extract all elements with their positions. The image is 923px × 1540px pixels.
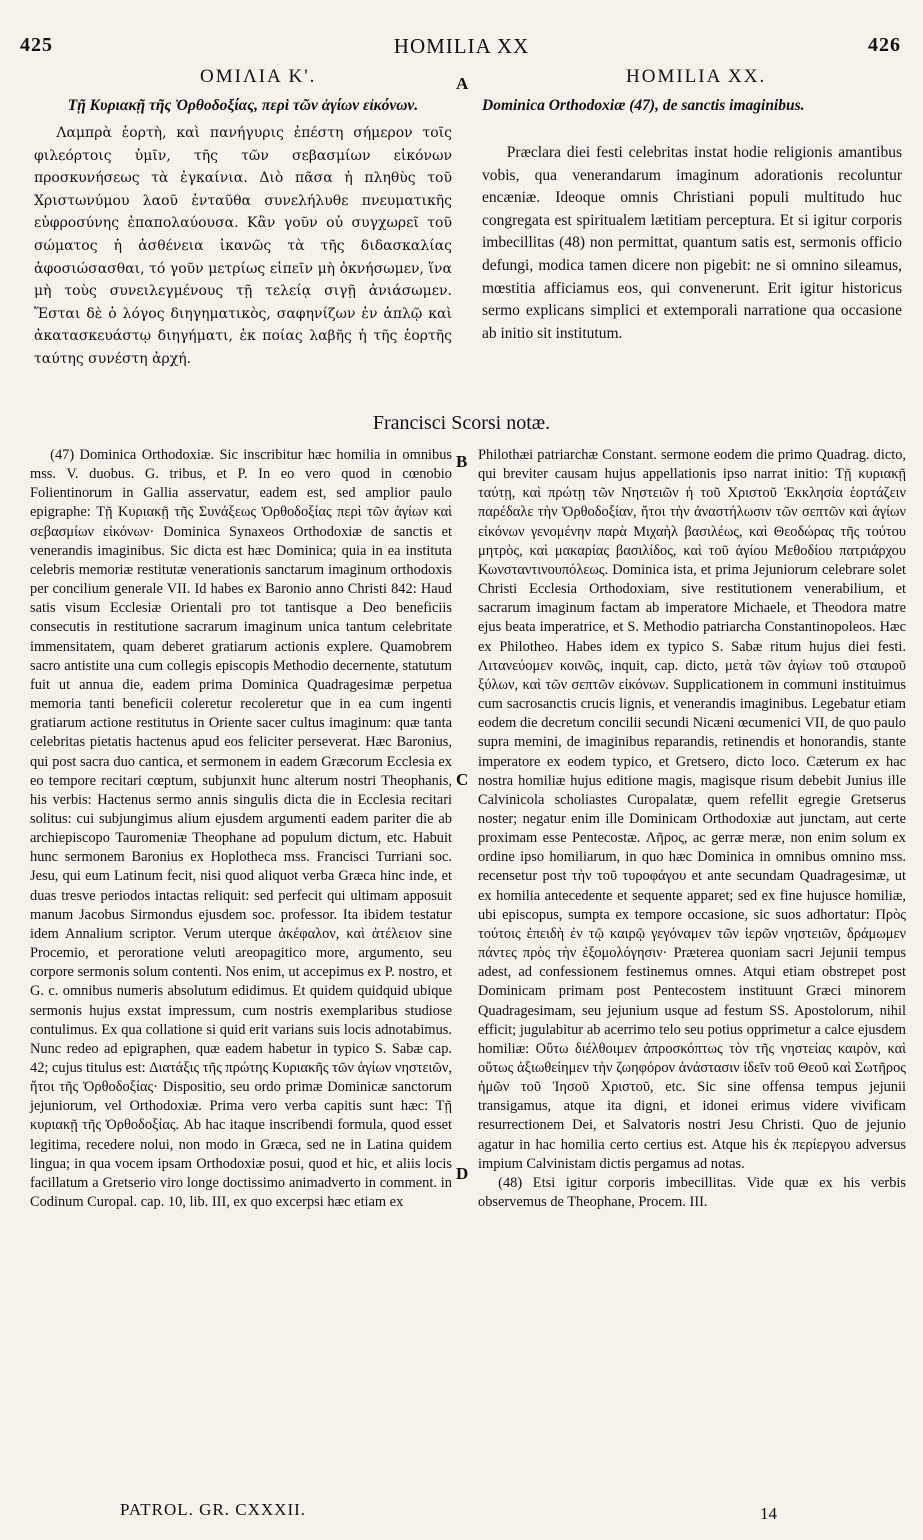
latin-subtitle: HOMILIA XX.	[626, 66, 767, 87]
note-paragraph: Philothæi patriarchæ Constant. sermone eodem die primo Quadrag. dicto, qui breviter causam hujus appellationis ipso narrat initio: Τῇ κυριακῇ ταύτῃ, καὶ πρώτῃ τῶν Νηστειῶν ἡ τοῦ Χριστοῦ Ἐκκλησία ἑορτάζειν παρέδαλε τὴν Ὀρθοδοξίαν, ἤτοι τὴν ἀναστήλωσιν τῶν σεπτῶν καὶ ἁγίων εἰκόνων γενομένην παρὰ Μιχαὴλ βασιλέως, καὶ Θεοδώρας τῆς τούτου μητρὸς, καὶ μακαρίας βασιλίδος, καὶ τοῦ ἁγίου Μεθοδίου πατριάρχου Κωνσταντινουπόλεως. Dominica ista, et prima Jejuniorum celebrare solet Christi Ecclesia Orthodoxiam, sive restitutionem venerabilium, et sacrarum imaginum factam ab imperatore Michaele, et Theodora matre ejus beata imperatrice, et S. Methodio patriarcha Constantinopoleos. Hæc ex Philotheo. Habes idem ex typico S. Sabæ ritum hujus diei festi. Λιτανεύομεν κοινῶς, inquit, cap. dicto, μετὰ τῶν ἁγίων τοῦ σταυροῦ ξύλων, καὶ τῶν σεπτῶν εἰκόνων. Supplicationem in communi instituimus cum sacrosanctis crucis lignis, et venerandis imaginibus. Legebatur etiam eodem die decretum concilii secundi Nicæni œcumenici VII, de quo paulo supra memini, de imaginibus reparandis, retinendis et honorandis, stante imperatore ex eodem typico, et Gretsero, dicto loco. Cæterum ex hac nostra homiliæ hujus editione magis, magisque risum debebit Junius ille Calvinicola scholiastes Curopalatæ, quem refellit egregie Gretserus noster; negatur enim ille Dominicam Orthodoxiæ aut junctam, aut certe proximam esse Pentecostæ. Λῆρος, ac gerræ meræ, non enim solum ex ordine ipso homiliarum, in quo hæc Dominica in omnibus omnino mss. recensetur post τὴν τοῦ τυροφάγου et ante secundam Quadragesimæ, ut ex homilia antecedente et sequente apparet; sed ex fine hujusce homiliæ, ubi episcopus, sumpta ex tempore occasione, sic suos adhortatur: Πρὸς τούτοις ἐπειδὴ ἐν τῷ καιρῷ γεγόναμεν τῶν ἱερῶν νηστειῶν, δράμωμεν πάντες πρὸς τὴν ἐξομολόγησιν· Præterea quoniam sacri Jejunii tempus adest, ad confessionem festinemus omnes. Atqui etiam obstrepet post Dominicam primam post Pentecostem instituunt Græci minorem Quadragesimam, seu jejunium usque ad festum SS. Apostolorum, nihil efficit; jugulabitur ab acerrimo telo seu potius opprimetur a calce ejusdem homiliæ: Οὕτω διέλθοιμεν ἀπροσκόπτως τὸν τῆς νηστείας καιρὸν, καὶ οὕτως ἀξιωθείημεν τὴν ζωηφόρον ἀνάστασιν ἰδεῖν τοῦ Θεοῦ καὶ Σωτῆρος ἡμῶν τοῦ Ἰησοῦ Χριστοῦ, etc. Sic sine offensa tempus jejunii transigamus, atque ita digni, et idonei erimus videre vivificam resurrectionem Dei, et Salvatoris nostri Jesu Christi. Quo de jejunio agatur in hac homilia certo certius est. Atque his ἐκ περίεργου adversus impium Calvinistam dictis pergamus ad notas.	[478, 447, 906, 1172]
greek-subtitle: ΟΜΙΛΙΑ Κ'.	[200, 66, 317, 87]
notes-heading: Francisci Scorsi notæ.	[372, 412, 551, 434]
margin-mark-a: A	[456, 74, 469, 93]
note-paragraph: (47) Dominica Orthodoxiæ. Sic inscribitur hæc homilia in omnibus mss. V. duobus. G. tribus, et P. In eo vero quod in cœnobio Folientinorum in Gallia asservatur, eadem est, sed amplior paulo epigraphe: Τῇ Κυριακῇ τῆς Συνάξεως Ὀρθοδοξίας περὶ τῶν ἁγίων καὶ σεβασμίων εἰκόνων· Dominica Synaxeos Orthodoxiæ de sanctis et venerandis imaginibus. Sic dicta est hæc Dominica; quia in ea instituta celebris memoriæ restitutæ venerationis sanctarum imaginum orthodoxis per concilium generale VII. Id habes ex Baronio anno Christi 842: Haud satis visum Ecclesiæ Orientali pro tot tantisque a Deo beneficiis consecutis in restitutione sacrarum imaginum unica tantum celebritate immensitatem, quam deberet gratiarum actionis explere. Quamobrem sacro antistite una cum collegis episcopis Methodio decernente, statutum fuit ut annua die, eadem prima Dominica Quadragesimæ perpetua memoria tanti beneficii coleretur recoleretur que in ea cum ingenti gratiarum actione restitutus in Oriente sacer cultus imaginum: quæ tanta celebritas pietatis hactenus apud eos feliciter perseverat. Hæc Baronius, qui post sacra duo cantica, et sermonem in eadem Græcorum Ecclesia ex eo tempore recitari cœptum, subjunxit hunc alterum nostri Theophanis, his verbis: Hactenus sermo annis singulis dicta die in Ecclesia recitari solitus: cui subjungimus alium ejusdem argumenti eadem pariter die ab archiepiscopo Tauromeniæ Theophane ad populum dictum, etc. Habuit hunc sermonem Baronius ex Hoplotheca mss. Francisci Turriani soc. Jesu, qui eum Latinum fecit, nisi quod aliquot verba Græca hinc inde, et duas tresve periodos intactas reliquit: sed perfecit qui ultimam apposuit manum Jacobus Sirmondus ejusdem soc. professor. Ita ibidem testatur idem Annalium scriptor. Verum uterque ἀκέφαλον, καὶ ἀτέλειον sine Procemio, et peroratione veluti areopagitico more, argumento, seu corpore sermonis solum contenti. Nos enim, ut accepimus ex P. nostro, et G. c. omnibus numeris absolutum edidimus. Et quidem quidquid ubique sermonis hujus exstat impressum, cum nostris exemplaribus studiose contulimus. Ex qua collatione si quid erit varians suis locis adnotabimus. Nunc redeo ad epigraphen, quæ eadem habetur in typico S. Sabæ cap. 42; cujus titulus est: Διατάξις τῆς πρώτης Κυριακῆς τῶν ἁγίων νηστειῶν, ἤτοι τῆς Ὀρθοδοξίας· Dispositio, seu ordo primæ Dominicæ sanctorum jejuniorum, vel Orthodoxiæ. Prima vero verba capitis sunt hæc: Τῇ κυριακῇ τῆς Ὀρθοδοξίας. Ab hac itaque inscribendi formula, quod esset legitima, recedere nolui, non modo in Græca, sed ne in Latina quidem lingua; in qua vocem ipsam Orthodoxiæ posui, quod et hic, et aliis locis facillatum a Gretserio viro longe doctissimo animadverto in comment. in Codinum Curopal. cap. 10, lib. III, ex quo excerpsi hæc etiam ex	[30, 447, 452, 1211]
latin-paragraph: Præclara diei festi celebritas instat hodie religionis amantibus vobis, qua venerandarum imaginum adorationis recoluntur encæniæ. Ideoque omnis Christiani populi multitudo huc congregata est spiritualem lætitiam perceptura. Et si igitur corporis imbecillitas (48) non permittat, quantum satis est, sermonis officio defungi, modica tamen dicere non pigebit: ne si omnino sileamus, mœstitia afficiamus eos, qui convenerunt. Erit igitur historicus sermo explicans simplici et extemporali narratione qua occasione ab initio sit institutum.	[482, 144, 902, 342]
page-number-left: 425	[20, 34, 53, 56]
greek-text-column	[34, 96, 452, 371]
running-title: HOMILIA XX	[393, 34, 530, 58]
margin-mark-d: D	[456, 1164, 469, 1183]
margin-mark-c: C	[456, 770, 469, 789]
greek-title: Τῇ Κυριακῇ τῆς Ὀρθοδοξίας, περὶ τῶν ἁγίων εἰκόνων.	[67, 97, 419, 114]
margin-mark-b: B	[456, 452, 468, 471]
notes-left-column	[30, 446, 452, 1212]
note-paragraph: (48) Etsi igitur corporis imbecillitas. Vide quæ ex his verbis observemus de Theophane, Procem. III.	[478, 1174, 906, 1211]
page-number-right: 426	[868, 34, 901, 56]
latin-title: Dominica Orthodoxiæ (47), de sanctis imaginibus.	[482, 97, 805, 114]
notes-right-column	[478, 446, 906, 1212]
greek-paragraph: Λαμπρὰ ἑορτὴ, καὶ πανήγυρις ἐπέστη σήμερον τοῖς φιλεόρτοις ὑμῖν, τῆς τῶν σεβασμίων εἰκόνων προσκυνήσεως τὰ ἐγκαίνια. Διὸ πᾶσα ἡ πληθὺς τοῦ Χριστωνύμου λαοῦ ἐνταῦθα συνελήλυθε πνευματικῆς εὐφροσύνης ἐπαπολαύουσα. Κἂν γοῦν οὐ συγχωρεῖ τοῦ σώματος ἡ ἀσθένεια ἱκανῶς τὰ τῆς διδασκαλίας ἀφοσιώσασθαι, τό γοῦν μετρίως εἰπεῖν μὴ ὀκνήσωμεν, ἵνα μὴ τοὺς συνειλεγμένους τῇ τελείᾳ σιγῇ ἀνιάσωμεν. Ἔσται δὲ ὁ λόγος διηγηματικὸς, σαφηνίζων ἐν ἁπλῷ καὶ ἀκατασκευάστῳ διηγήματι, ἐκ ποίας λαβῆς ἡ τῆς ἑορτῆς ταύτης συνέστη ἀρχή.	[34, 125, 452, 367]
signature-mark: PATROL. GR. CXXXII.	[120, 1500, 307, 1519]
sheet-number: 14	[760, 1504, 777, 1523]
latin-text-column	[482, 96, 902, 345]
